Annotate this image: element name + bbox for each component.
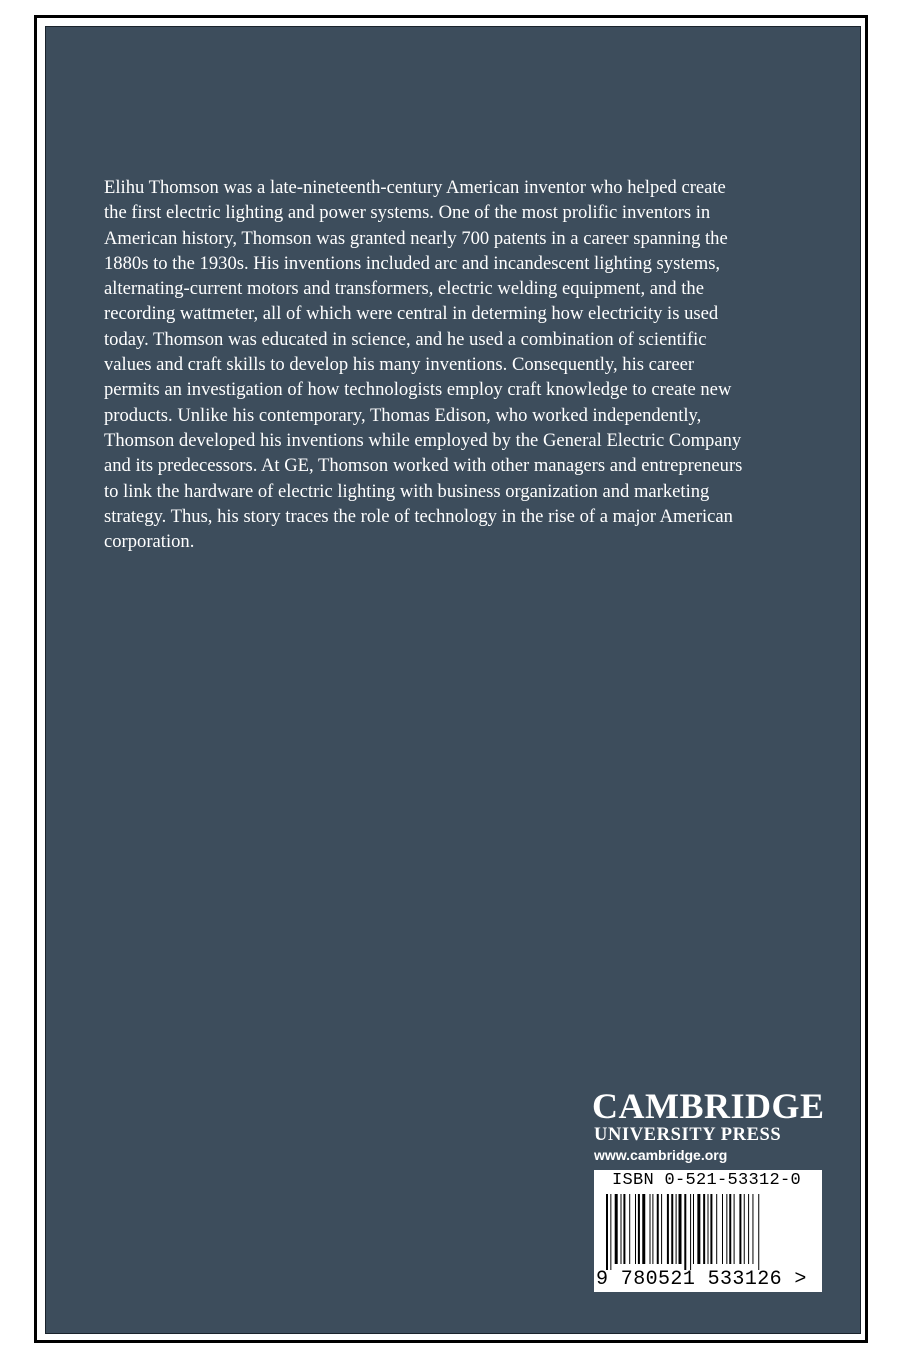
barcode-bar — [739, 1194, 741, 1264]
barcode-bar — [758, 1194, 759, 1270]
barcode-bar — [661, 1194, 662, 1264]
barcode-bar — [679, 1194, 682, 1264]
barcode-bar — [623, 1194, 625, 1264]
barcode-bar — [684, 1194, 686, 1270]
blurb-line: and its predecessors. At GE, Thomson worked with other managers and entrepreneurs — [104, 455, 743, 477]
barcode-bar — [690, 1194, 691, 1270]
barcode-bar — [657, 1194, 659, 1264]
barcode-bar — [734, 1194, 735, 1264]
barcode-bar — [638, 1194, 640, 1264]
publisher-url: www.cambridge.org — [594, 1147, 728, 1163]
barcode-bar — [642, 1194, 645, 1264]
barcode-bar — [667, 1194, 669, 1264]
blurb-line: to link the hardware of electric lighting with business organization and marketing — [104, 480, 710, 502]
barcode-bar — [703, 1194, 705, 1264]
blurb-line: 1880s to the 1930s. His inventions included arc and incandescent lighting systems, — [104, 252, 721, 274]
barcode-bar — [716, 1194, 717, 1264]
barcode-bar — [722, 1194, 723, 1264]
barcode-bar — [726, 1194, 727, 1264]
blurb-line: alternating-current motors and transformers, electric welding equipment, and the — [104, 278, 704, 300]
blurb-line: the first electric lighting and power systems. One of the most prolific inventors in — [104, 202, 711, 224]
isbn-label: ISBN 0-521-53312-0 — [612, 1171, 802, 1190]
barcode-digits: 9 780521 533126 > — [596, 1268, 807, 1291]
blurb-line: strategy. Thus, his story traces the role of technology in the rise of a major American — [104, 505, 733, 527]
barcode-bar — [752, 1194, 753, 1264]
barcode-bar — [676, 1194, 677, 1264]
blurb-line: products. Unlike his contemporary, Thomas Edison, who worked independently, — [104, 404, 702, 426]
barcode-bar — [708, 1194, 709, 1264]
publisher-logo — [592, 1088, 832, 1164]
blurb-line: Thomson developed his inventions while employed by the General Electric Company — [104, 429, 742, 451]
blurb-line: corporation. — [104, 531, 195, 553]
barcode-bar — [729, 1194, 731, 1264]
barcode-bar — [744, 1194, 745, 1264]
blurb-line: permits an investigation of how technologists employ craft knowledge to create new — [104, 379, 732, 401]
blurb-line: recording wattmeter, all of which were central in determing how electricity is used — [104, 303, 719, 325]
publisher-name: CAMBRIDGE — [592, 1086, 825, 1126]
barcode-bar — [693, 1194, 694, 1264]
publisher-subtitle: UNIVERSITY PRESS — [594, 1125, 782, 1145]
barcode-bar — [650, 1194, 651, 1264]
book-description — [104, 175, 824, 554]
barcode-bar — [748, 1194, 749, 1264]
barcode-bar — [671, 1194, 673, 1264]
barcode-bar — [697, 1194, 700, 1264]
barcode-bar — [615, 1194, 618, 1264]
blurb-line: values and craft skills to develop his many inventions. Consequently, his career — [104, 354, 695, 376]
blurb-line: Elihu Thomson was a late-nineteenth-century American inventor who helped create — [104, 177, 726, 198]
barcode-bar — [710, 1194, 712, 1264]
barcode-bar — [621, 1194, 622, 1264]
barcode-bar — [635, 1194, 636, 1264]
isbn-barcode — [594, 1170, 822, 1292]
blurb-line: today. Thomson was educated in science, and he used a combination of scientific — [104, 328, 707, 350]
barcode-bar — [610, 1194, 611, 1270]
barcode-bar — [606, 1194, 608, 1270]
blurb-line: American history, Thomson was granted nearly 700 patents in a career spanning the — [104, 227, 728, 249]
barcode-bar — [629, 1194, 630, 1264]
barcode-bar — [652, 1194, 653, 1264]
